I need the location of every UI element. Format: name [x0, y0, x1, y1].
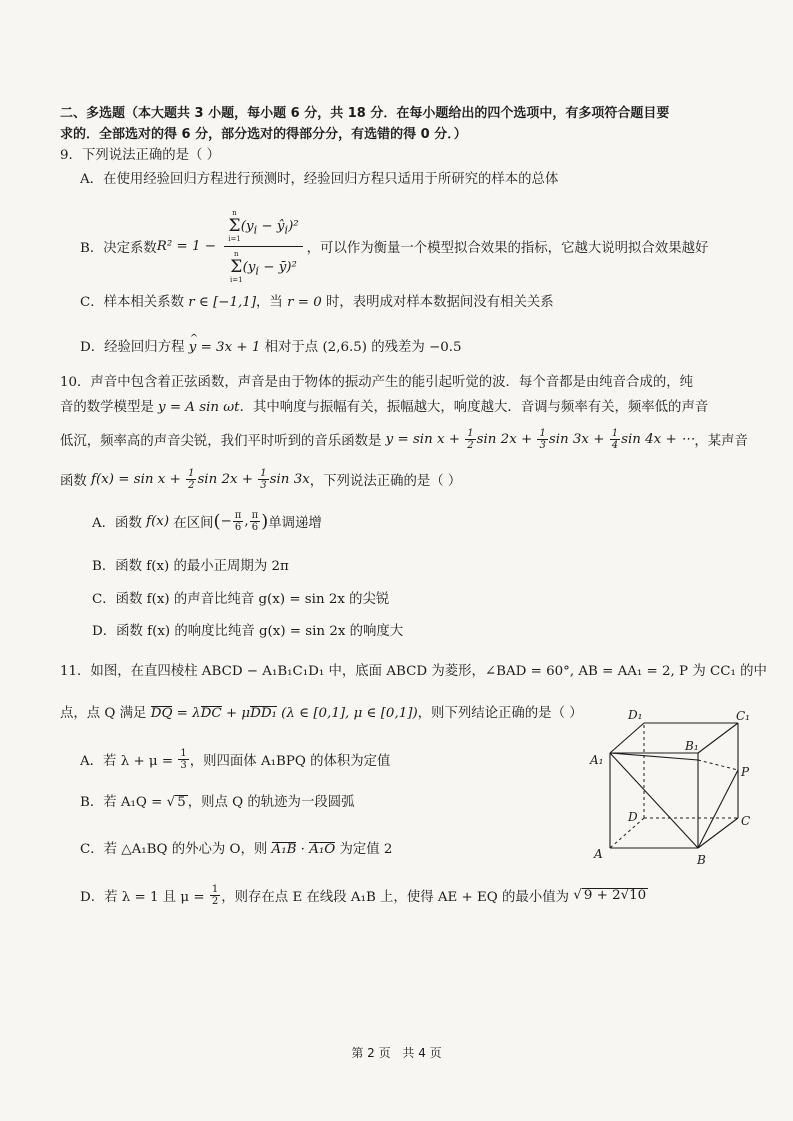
edge-b-c: [698, 818, 738, 848]
page-total: 共 4 页: [402, 1046, 442, 1060]
q10-line1: 10．声音中包含着正弦函数，声音是由于物体的振动产生的能引起听觉的波．每个音都是由纯音合成的，纯: [60, 375, 694, 390]
point-coords: (2,6.5): [322, 340, 367, 355]
q10-option-d: D．函数 f(x) 的响度比纯音 g(x) = sin 2x 的响度大: [92, 624, 404, 639]
q11-line1: 11．如图，在直四棱柱 ABCD − A₁B₁C₁D₁ 中，底面 ABCD 为菱形，∠BAD = 60°, AB = AA₁ = 2, P 为 CC₁ 的中: [60, 664, 767, 679]
section-header-line2: 求的．全部选对的得 6 分，部分选对的得部分分，有选错的得 0 分．）: [60, 127, 467, 142]
label-d: D: [628, 810, 638, 824]
edge-d1-a1: [610, 723, 644, 753]
segment-a1-b: [610, 753, 698, 848]
q11-line2: 点，点 Q 满足 DQ = λDC + μDD₁ (λ ∈ [0,1], μ ∈ [0,1])，则下列结论正确的是（ ）: [60, 706, 583, 721]
section-header-line1: 二、多选题（本大题共 3 小题，每小题 6 分，共 18 分．在每小题给出的四个选项中，有多项符合题目要: [60, 106, 670, 121]
q10-line3: 低沉，频率高的声音尖锐，我们平时听到的音乐函数是 y = sin x + $\frac{1}{2}$ sin 2x + $\frac{1}{3}$ sin 3x + $\frac{1}{4}$ sin 4x + ⋯，某声音: [60, 428, 748, 451]
label-c: C: [741, 814, 751, 828]
label-a1: A₁: [590, 753, 604, 767]
r-squared-formula: R² = 1 −: [156, 239, 221, 254]
q9-option-d: D．经验回归方程 ^ y = 3x + 1 相对于点 (2,6.5) 的残差为 −0.5: [80, 338, 462, 358]
label-b1: B₁: [685, 739, 699, 753]
label-d1: D₁: [628, 708, 643, 722]
vector-equation: DQ = λDC + μDD₁ (λ ∈ [0,1], μ ∈ [0,1]): [150, 706, 418, 721]
q9-option-c: C．样本相关系数 r ∈ [−1,1]，当 r = 0 时，表明成对样本数据间没有相关关系: [80, 295, 554, 310]
r-squared-fraction: n Σ i=1 ($y_i$ − $ŷ_i)^2$ n Σ i=1 ($y_i$ − ȳ)²: [224, 208, 302, 285]
pure-tone-model: y = A sin ωt: [158, 400, 240, 415]
label-c1: C₁: [736, 709, 750, 723]
music-function: y = sin x + $\frac{1}{2}$ sin 2x + $\frac{1}{3}$ sin 3x + $\frac{1}{4}$ sin 4x + ⋯: [385, 428, 695, 451]
q9-option-a: A．在使用经验回归方程进行预测时，经验回归方程只适用于所研究的样本的总体: [80, 172, 559, 187]
page-number: 第 2 页: [351, 1046, 391, 1060]
hidden-edge-d-a: [610, 818, 644, 848]
segment-b-p: [698, 770, 738, 848]
label-p: P: [741, 765, 750, 779]
q11-option-b: B．若 A₁Q = √ 5 ，则点 Q 的轨迹为一段圆弧: [80, 795, 355, 810]
edge-b1-c1: [698, 723, 738, 753]
q9-stem: 9．下列说法正确的是（ ）: [60, 148, 221, 163]
label-b: B: [697, 853, 706, 867]
q11-option-d: D．若 λ = 1 且 μ = $\frac{1}{2}$ ，则存在点 E 在线段 A₁B 上，使得 AE + EQ 的最小值为 √ 9 + 2√10: [80, 884, 647, 907]
q10-option-a: A．函数 f(x) 在区间(− $\frac{\pi}{6}$ , $\frac{\pi}{6}$ )单调递增: [92, 510, 322, 533]
q11-option-c: C．若 △A₁BQ 的外心为 O，则 A₁B · A₁O 为定值 2: [80, 842, 393, 857]
label-a: A: [594, 847, 603, 861]
q9-option-b-suffix: ，可以作为衡量一个模型拟合效果的指标，它越大说明拟合效果越好: [306, 241, 709, 256]
sound-function: f(x) = sin x + $\frac{1}{2}$ sin 2x + $\frac{1}{3}$ sin 3x: [91, 468, 310, 491]
q10-option-b: B．函数 f(x) 的最小正周期为 2π: [92, 559, 289, 574]
q10-line4: 函数 f(x) = sin x + $\frac{1}{2}$ sin 2x + $\frac{1}{3}$ sin 3x，下列说法正确的是（ ）: [60, 468, 462, 491]
q9-option-b-prefix: B．决定系数: [80, 241, 157, 256]
q10-option-c: C．函数 f(x) 的声音比纯音 g(x) = sin 2x 的尖锐: [92, 592, 390, 607]
segment-a1-p-front: [610, 753, 698, 760]
q9-option-b: [80, 208, 708, 285]
prism-figure: [588, 708, 753, 868]
y-hat: ^ y: [189, 338, 197, 358]
dot-product: A₁B · A₁O: [271, 842, 336, 857]
hidden-segment-a1-p: [698, 760, 738, 770]
interval-expression: r ∈ [−1,1]: [188, 295, 257, 310]
page-footer: [0, 1044, 793, 1061]
q10-line2: 音的数学模型是 y = A sin ωt．其中响度与振幅有关，振幅越大，响度越大．音调与频率有关，频率低的声音: [60, 400, 709, 415]
q11-option-a: A．若 λ + μ = $\frac{1}{3}$ ，则四面体 A₁BPQ 的体积为定值: [80, 748, 391, 771]
interval: (− $\frac{\pi}{6}$ , $\frac{\pi}{6}$ ): [213, 510, 269, 533]
